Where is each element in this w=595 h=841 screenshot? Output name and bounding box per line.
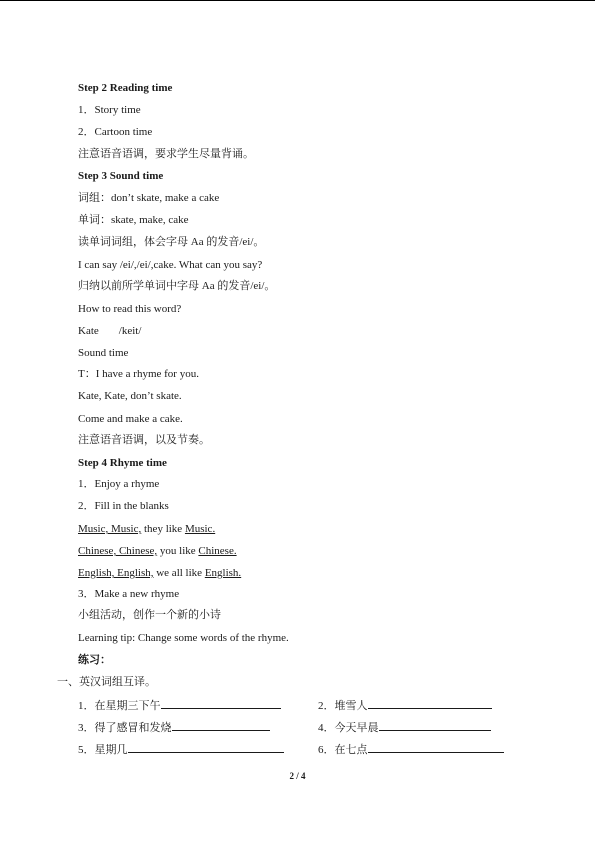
step4-heading: Step 4 Rhyme time [78,457,167,469]
step3-note: 注意语音语调，以及节奏。 [78,434,210,446]
kate-phonetic: /keit/ [118,325,142,337]
kate-word: Kate [78,325,99,337]
top-rule [0,0,595,1]
practice-q6 [318,741,504,757]
q2-answer-blank[interactable] [368,697,492,709]
rhyme-text-3b: we all like [153,567,205,579]
step4-group: 小组活动，创作一个新的小诗 [78,609,221,621]
step4-item3: 3．Make a new rhyme [78,588,180,600]
rhyme-blank-1a: Music, Music, [78,523,142,535]
rhyme-blank-line-1 [78,522,215,536]
q4-answer-blank[interactable] [379,719,491,731]
q6-answer-blank[interactable] [368,741,504,753]
rhyme-text-2b: you like [157,545,199,557]
step3-summary: 归纳以前所学单词中字母 Aa 的发音/ei/。 [78,280,276,292]
step4-item1: 1．Enjoy a rhyme [78,478,160,490]
rhyme-text-1b: they like [141,523,185,535]
step3-rhyme2: Come and make a cake. [78,413,183,425]
step3-read: 读单词词组，体会字母 Aa 的发音/ei/。 [78,236,265,248]
step4-item2: 2．Fill in the blanks [78,500,169,512]
q5-answer-blank[interactable] [128,741,284,753]
practice-heading: 练习： [78,654,111,666]
step3-rhyme1: Kate, Kate, don’t skate. [78,390,182,402]
rhyme-blank-2a: Chinese, Chinese, [78,545,158,557]
step3-sound-time: Sound time [78,347,129,359]
practice-q2 [318,697,492,713]
q1-answer-blank[interactable] [161,697,281,709]
rhyme-blank-line-2 [78,544,237,558]
step2-item2: 2．Cartoon time [78,126,153,138]
practice-q3 [78,719,270,735]
q3-answer-blank[interactable] [172,719,270,731]
practice-section1: 一、英汉词组互译。 [57,676,156,688]
practice-q1 [78,697,281,713]
step3-heading: Step 3 Sound time [78,170,164,182]
step3-t-line: T：I have a rhyme for you. [78,368,199,380]
practice-q4 [318,719,491,735]
step2-heading: Step 2 Reading time [78,82,173,94]
q3-label: 3．得了感冒和发烧 [78,722,172,734]
rhyme-blank-3a: English, English, [78,567,154,579]
q6-label: 6．在七点 [318,744,368,756]
step2-note: 注意语音语调，要求学生尽量背诵。 [78,148,254,160]
step3-how-to-read: How to read this word? [78,303,182,315]
step2-item1: 1．Story time [78,104,141,116]
step3-words: 单词：skate, make, cake [78,214,189,226]
step3-kate-line [78,324,141,338]
step4-tip: Learning tip: Change some words of the rhyme. [78,632,289,644]
rhyme-blank-2c: Chinese. [198,545,237,557]
q5-label: 5．星期几 [78,744,128,756]
q4-label: 4．今天早晨 [318,722,379,734]
page-number: 2 / 4 [289,771,306,781]
step3-i-can-say: I can say /ei/,/ei/,cake. What can you say? [78,259,263,271]
q2-label: 2．堆雪人 [318,700,368,712]
rhyme-blank-3c: English. [204,567,242,579]
rhyme-blank-1c: Music. [184,523,216,535]
rhyme-blank-line-3 [78,566,241,580]
practice-q5 [78,741,284,757]
q1-label: 1．在星期三下午 [78,700,161,712]
step3-phrases: 词组：don’t skate, make a cake [78,192,220,204]
